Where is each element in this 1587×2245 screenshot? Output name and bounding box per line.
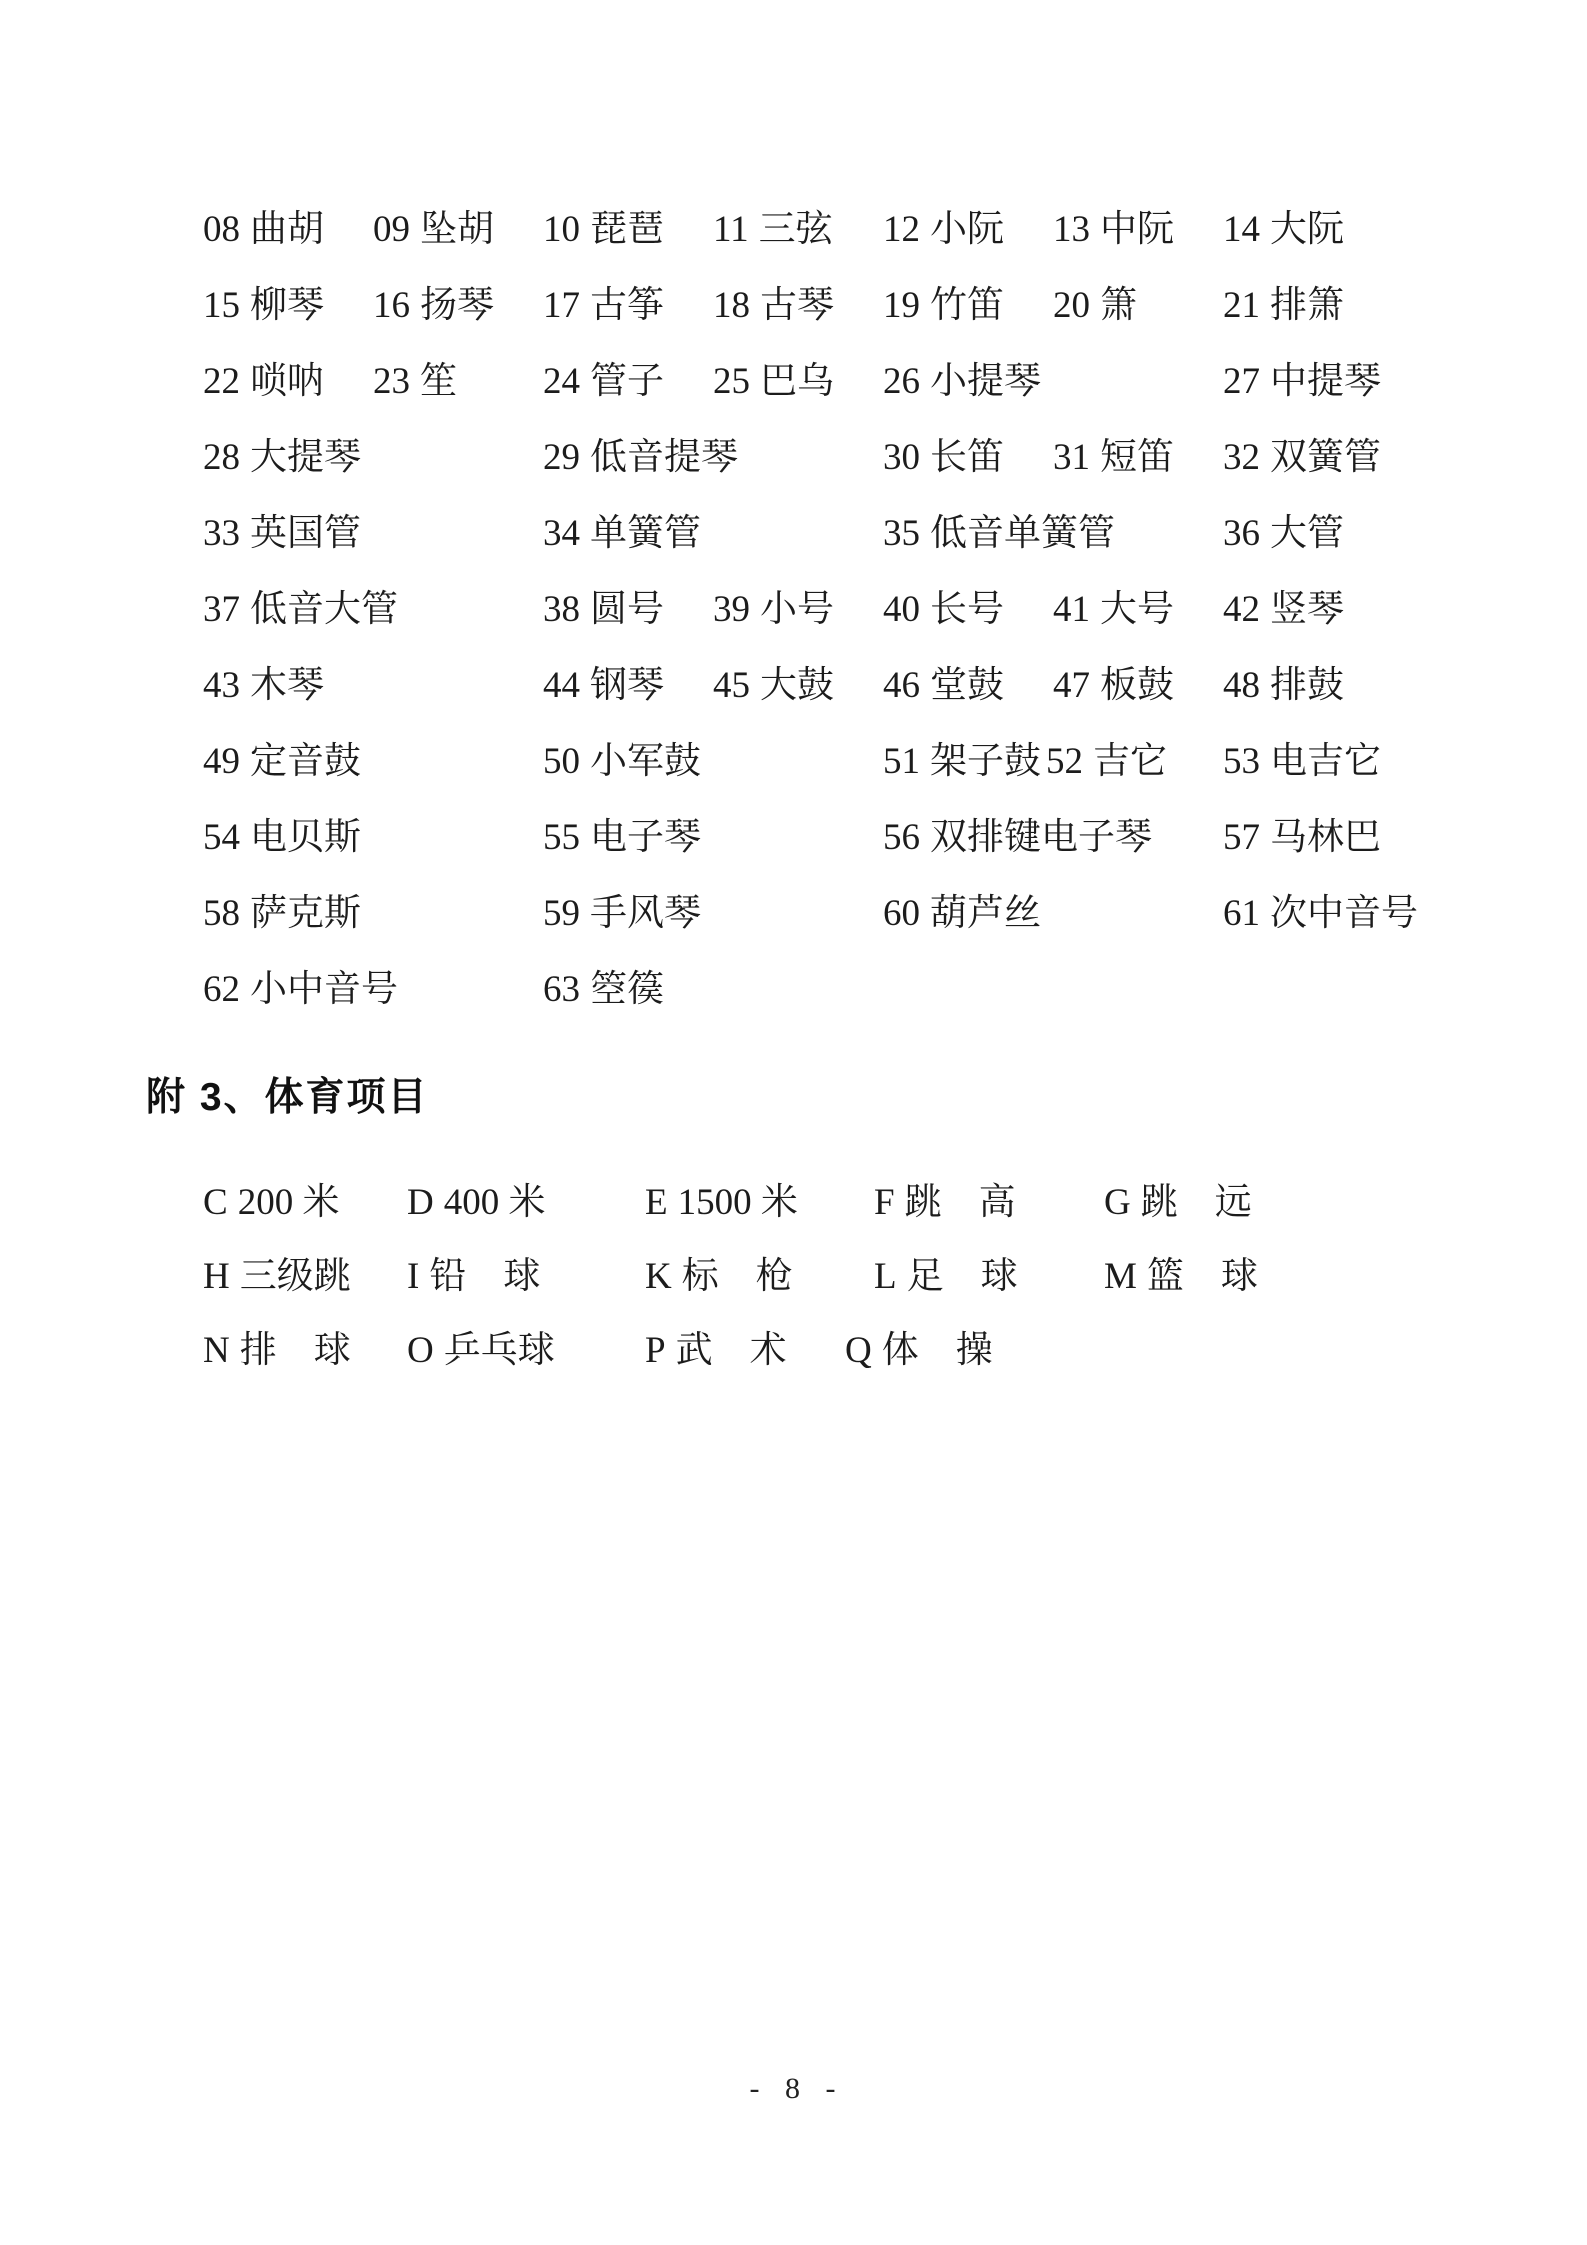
instrument-entry-label: 长号 xyxy=(930,589,1004,630)
instrument-entry-code: 09 xyxy=(373,209,410,250)
instrument-entry xyxy=(543,208,664,252)
instrument-entry-code: 32 xyxy=(1223,437,1260,478)
sport-entry-label: 武 术 xyxy=(675,1330,787,1371)
instrument-entry xyxy=(203,360,324,404)
instrument-entry xyxy=(543,512,701,556)
instrument-entry xyxy=(373,360,457,404)
sport-entry xyxy=(407,1181,545,1225)
instrument-entry-code: 33 xyxy=(203,513,240,554)
instrument-entry-code: 26 xyxy=(883,361,920,402)
sport-entry-label: 跳 高 xyxy=(904,1182,1016,1223)
instrument-entry-code: 51 xyxy=(883,741,920,782)
instrument-entry xyxy=(543,892,701,936)
instrument-entry xyxy=(1223,436,1381,480)
instrument-entry-label: 箜篌 xyxy=(590,969,664,1010)
instrument-entry-label: 长笛 xyxy=(930,437,1004,478)
instrument-entry-code: 12 xyxy=(883,209,920,250)
instrument-entry-code: 40 xyxy=(883,589,920,630)
instrument-entry-code: 10 xyxy=(543,209,580,250)
instrument-entry-code: 15 xyxy=(203,285,240,326)
instrument-entry xyxy=(1223,512,1344,556)
instrument-entry-code: 55 xyxy=(543,817,580,858)
instrument-entry-label: 次中音号 xyxy=(1270,893,1418,934)
instrument-entry-label: 葫芦丝 xyxy=(930,893,1041,934)
instrument-entry-code: 20 xyxy=(1053,285,1090,326)
instrument-entry-label: 中提琴 xyxy=(1270,361,1381,402)
instrument-row xyxy=(0,740,1587,788)
instrument-entry xyxy=(203,740,361,784)
instrument-entry-code: 41 xyxy=(1053,589,1090,630)
instrument-entry-label: 短笛 xyxy=(1100,437,1174,478)
instrument-entry-code: 61 xyxy=(1223,893,1260,934)
instrument-entry-code: 18 xyxy=(713,285,750,326)
instrument-entry-code: 35 xyxy=(883,513,920,554)
instrument-entry-code: 11 xyxy=(713,209,749,250)
instrument-entry-code: 13 xyxy=(1053,209,1090,250)
instrument-entry xyxy=(883,512,1115,556)
instrument-entry xyxy=(1223,588,1344,632)
sport-entry-label: 跳 远 xyxy=(1140,1182,1252,1223)
instrument-entry-label: 三弦 xyxy=(758,209,833,250)
instrument-entry-label: 排鼓 xyxy=(1270,665,1344,706)
instrument-entry-label: 巴乌 xyxy=(760,361,834,402)
instrument-entry-label: 电贝斯 xyxy=(250,817,361,858)
instrument-row xyxy=(0,208,1587,256)
instrument-entry-label: 堂鼓 xyxy=(930,665,1004,706)
instrument-entry xyxy=(203,816,361,860)
instrument-entry-code: 29 xyxy=(543,437,580,478)
instrument-entry-label: 低音单簧管 xyxy=(930,513,1115,554)
instrument-entry-label: 钢琴 xyxy=(590,665,664,706)
sport-entry-label: 体 操 xyxy=(881,1330,993,1371)
instrument-entry-code: 43 xyxy=(203,665,240,706)
instrument-entry-label: 马林巴 xyxy=(1270,817,1381,858)
instrument-entry xyxy=(1223,208,1344,252)
instrument-entry-code: 14 xyxy=(1223,209,1260,250)
instrument-entry-code: 45 xyxy=(713,665,750,706)
sport-entry-label: 乒乓球 xyxy=(443,1330,555,1371)
instrument-entry-label: 大管 xyxy=(1270,513,1344,554)
instrument-entry-label: 唢呐 xyxy=(250,361,324,402)
instrument-entry-label: 定音鼓 xyxy=(250,741,361,782)
instrument-entry-label: 扬琴 xyxy=(420,285,494,326)
sport-entry-code: L xyxy=(874,1256,897,1297)
instrument-row xyxy=(0,968,1587,1016)
instrument-entry-label: 大鼓 xyxy=(760,665,834,706)
sport-entry-code: P xyxy=(645,1330,666,1371)
sport-entry-code: M xyxy=(1104,1256,1137,1297)
instrument-entry-label: 竖琴 xyxy=(1270,589,1344,630)
instrument-entry xyxy=(203,588,398,632)
instrument-entry-code: 47 xyxy=(1053,665,1090,706)
instrument-entry xyxy=(1053,664,1174,708)
instrument-entry-label: 排箫 xyxy=(1270,285,1344,326)
sport-entry xyxy=(874,1255,1018,1299)
instrument-entry xyxy=(1053,588,1174,632)
instrument-entry xyxy=(543,436,738,480)
sport-entry xyxy=(645,1329,787,1373)
instrument-entry xyxy=(543,740,701,784)
instrument-row xyxy=(0,284,1587,332)
instrument-entry-label: 萨克斯 xyxy=(250,893,361,934)
instrument-entry xyxy=(203,968,398,1012)
instrument-entry xyxy=(1053,436,1174,480)
instrument-entry-code: 21 xyxy=(1223,285,1260,326)
instrument-entry xyxy=(543,816,701,860)
instrument-entry-label: 大提琴 xyxy=(250,437,361,478)
instrument-entry-code: 25 xyxy=(713,361,750,402)
instrument-entry-label: 低音大管 xyxy=(250,589,398,630)
sport-entry-label: 篮 球 xyxy=(1146,1256,1258,1297)
instrument-entry-code: 19 xyxy=(883,285,920,326)
sport-entry-label: 三级跳 xyxy=(239,1256,351,1297)
instrument-entry-code: 62 xyxy=(203,969,240,1010)
instrument-entry xyxy=(883,588,1004,632)
sport-entry-label: 400 米 xyxy=(443,1182,546,1223)
instrument-entry xyxy=(713,284,834,328)
instrument-entry-label: 古筝 xyxy=(590,285,664,326)
instrument-entry-code: 30 xyxy=(883,437,920,478)
instrument-entry xyxy=(883,740,1041,784)
instrument-entry-code: 52 xyxy=(1046,741,1083,782)
sport-entry-label: 1500 米 xyxy=(677,1182,798,1223)
sport-entry-code: G xyxy=(1104,1182,1131,1223)
sport-entry-code: F xyxy=(874,1182,895,1223)
sport-entry-label: 标 枪 xyxy=(681,1256,793,1297)
instrument-entry xyxy=(1053,284,1137,328)
instrument-entry-label: 古琴 xyxy=(760,285,834,326)
instrument-entry xyxy=(883,284,1004,328)
instrument-entry-code: 22 xyxy=(203,361,240,402)
instrument-row xyxy=(0,816,1587,864)
instrument-entry-label: 小号 xyxy=(760,589,834,630)
sport-entry xyxy=(874,1181,1016,1225)
instrument-entry xyxy=(883,208,1004,252)
sport-entry xyxy=(645,1181,798,1225)
instrument-entry xyxy=(543,664,664,708)
instrument-entry-label: 中阮 xyxy=(1100,209,1174,250)
instrument-entry-label: 双排键电子琴 xyxy=(930,817,1152,858)
instrument-entry-label: 曲胡 xyxy=(250,209,324,250)
instrument-entry-code: 17 xyxy=(543,285,580,326)
instrument-entry-code: 63 xyxy=(543,969,580,1010)
instrument-entry-label: 电子琴 xyxy=(590,817,701,858)
instrument-entry-code: 31 xyxy=(1053,437,1090,478)
sport-entry-code: C xyxy=(203,1182,228,1223)
instrument-entry-code: 57 xyxy=(1223,817,1260,858)
instrument-entry xyxy=(883,360,1041,404)
instrument-entry xyxy=(543,588,664,632)
instrument-entry-label: 小阮 xyxy=(930,209,1004,250)
instrument-entry xyxy=(203,208,324,252)
instrument-entry xyxy=(1223,360,1381,404)
instrument-entry xyxy=(1046,740,1167,784)
sport-entry-label: 200 米 xyxy=(237,1182,340,1223)
sport-entry-label: 铅 球 xyxy=(429,1256,541,1297)
instrument-entry xyxy=(203,664,324,708)
instrument-entry-label: 圆号 xyxy=(590,589,664,630)
sport-row xyxy=(0,1181,1587,1229)
instrument-entry-code: 44 xyxy=(543,665,580,706)
sport-entry-code: Q xyxy=(845,1330,872,1371)
instrument-entry-label: 英国管 xyxy=(250,513,361,554)
instrument-entry-label: 吉它 xyxy=(1093,741,1167,782)
instrument-entry-code: 42 xyxy=(1223,589,1260,630)
instrument-entry-code: 54 xyxy=(203,817,240,858)
instrument-row xyxy=(0,588,1587,636)
sport-entry xyxy=(407,1255,540,1299)
instrument-entry xyxy=(883,664,1004,708)
instrument-entry xyxy=(203,512,361,556)
instrument-entry-code: 27 xyxy=(1223,361,1260,402)
sport-row xyxy=(0,1329,1587,1377)
instrument-entry xyxy=(203,436,361,480)
sport-entry-label: 排 球 xyxy=(239,1330,351,1371)
sport-entry-code: I xyxy=(407,1256,420,1297)
sport-entry-code: H xyxy=(203,1256,230,1297)
instrument-entry xyxy=(713,208,833,252)
page-number: - 8 - xyxy=(749,2072,838,2105)
instrument-entry xyxy=(883,436,1004,480)
instrument-entry-code: 50 xyxy=(543,741,580,782)
instrument-entry xyxy=(373,284,494,328)
instrument-entry xyxy=(1223,740,1381,784)
instrument-entry xyxy=(543,284,664,328)
instrument-entry-label: 坠胡 xyxy=(420,209,494,250)
instrument-entry xyxy=(883,816,1152,860)
sport-entry-code: O xyxy=(407,1330,434,1371)
instrument-entry-code: 59 xyxy=(543,893,580,934)
instrument-row xyxy=(0,360,1587,408)
instrument-row xyxy=(0,512,1587,560)
instrument-entry-label: 木琴 xyxy=(250,665,324,706)
sport-entry xyxy=(407,1329,555,1373)
instrument-entry-code: 58 xyxy=(203,893,240,934)
instrument-row xyxy=(0,892,1587,940)
instrument-entry-code: 48 xyxy=(1223,665,1260,706)
instrument-entry-label: 电吉它 xyxy=(1270,741,1381,782)
instrument-entry-label: 小提琴 xyxy=(930,361,1041,402)
instrument-entry-label: 笙 xyxy=(420,361,457,402)
instrument-row xyxy=(0,664,1587,712)
instrument-entry-label: 架子鼓 xyxy=(930,741,1041,782)
instrument-entry-label: 低音提琴 xyxy=(590,437,738,478)
instrument-entry xyxy=(373,208,494,252)
instrument-entry xyxy=(1223,892,1418,936)
instrument-entry-label: 管子 xyxy=(590,361,664,402)
sport-entry-label: 足 球 xyxy=(906,1256,1018,1297)
instrument-entry xyxy=(203,284,324,328)
instrument-entry-label: 小中音号 xyxy=(250,969,398,1010)
sport-entry-code: N xyxy=(203,1330,230,1371)
sport-entry xyxy=(203,1181,339,1225)
instrument-entry-code: 24 xyxy=(543,361,580,402)
instrument-entry-code: 23 xyxy=(373,361,410,402)
instrument-entry-code: 34 xyxy=(543,513,580,554)
instrument-entry xyxy=(1053,208,1174,252)
instrument-entry xyxy=(543,360,664,404)
sport-row xyxy=(0,1255,1587,1303)
sport-entry-code: K xyxy=(645,1256,672,1297)
sport-entry xyxy=(203,1255,351,1299)
instrument-entry-label: 小军鼓 xyxy=(590,741,701,782)
sport-entry xyxy=(1104,1181,1252,1225)
sport-entry xyxy=(845,1329,993,1373)
instrument-entry-label: 箫 xyxy=(1100,285,1137,326)
instrument-entry xyxy=(883,892,1041,936)
instrument-entry-code: 28 xyxy=(203,437,240,478)
instrument-entry xyxy=(1223,816,1381,860)
sport-entry xyxy=(1104,1255,1258,1299)
instrument-entry xyxy=(1223,284,1344,328)
sport-entry xyxy=(645,1255,793,1299)
instrument-entry-label: 柳琴 xyxy=(250,285,324,326)
instrument-entry-label: 板鼓 xyxy=(1100,665,1174,706)
instrument-entry-code: 39 xyxy=(713,589,750,630)
instrument-entry-code: 46 xyxy=(883,665,920,706)
instrument-entry-label: 竹笛 xyxy=(930,285,1004,326)
instrument-entry-label: 琵琶 xyxy=(590,209,664,250)
instrument-row xyxy=(0,436,1587,484)
instrument-entry xyxy=(543,968,664,1012)
instrument-entry-code: 60 xyxy=(883,893,920,934)
instrument-entry-code: 37 xyxy=(203,589,240,630)
instrument-entry-code: 49 xyxy=(203,741,240,782)
instrument-entry xyxy=(1223,664,1344,708)
sport-entry xyxy=(203,1329,351,1373)
instrument-entry-code: 08 xyxy=(203,209,240,250)
instrument-entry xyxy=(713,664,834,708)
instrument-entry-label: 大阮 xyxy=(1270,209,1344,250)
sport-entry-code: D xyxy=(407,1182,434,1223)
instrument-entry xyxy=(203,892,361,936)
instrument-entry xyxy=(713,588,834,632)
instrument-entry-label: 手风琴 xyxy=(590,893,701,934)
instrument-entry-code: 56 xyxy=(883,817,920,858)
instrument-entry-code: 16 xyxy=(373,285,410,326)
instrument-entry-code: 36 xyxy=(1223,513,1260,554)
instrument-entry xyxy=(713,360,834,404)
sport-entry-code: E xyxy=(645,1182,668,1223)
instrument-entry-code: 53 xyxy=(1223,741,1260,782)
instrument-entry-label: 单簧管 xyxy=(590,513,701,554)
instrument-entry-code: 38 xyxy=(543,589,580,630)
sports-section-heading: 附 3、体育项目 xyxy=(146,1076,429,1119)
instrument-entry-label: 大号 xyxy=(1100,589,1174,630)
instrument-entry-label: 双簧管 xyxy=(1270,437,1381,478)
